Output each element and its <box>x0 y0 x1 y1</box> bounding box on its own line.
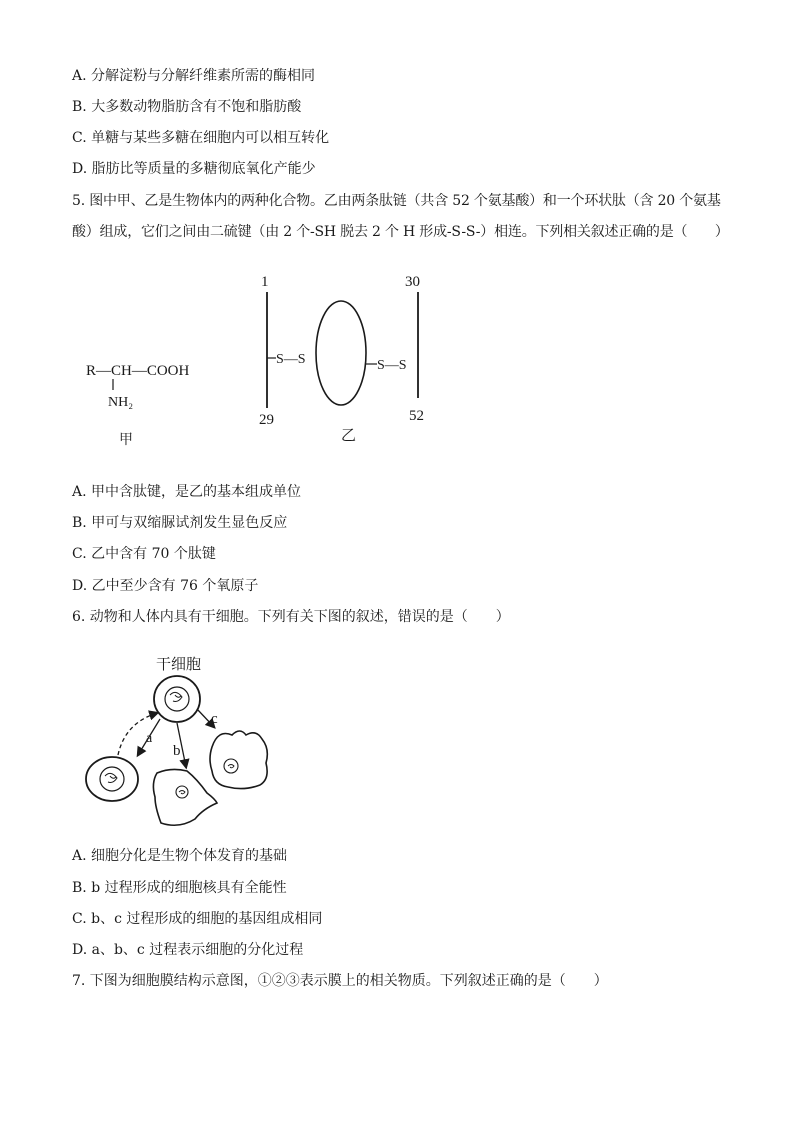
label-a: a <box>146 731 153 746</box>
label-jia: 甲 <box>119 433 133 448</box>
disulfide-bond-left: S—S <box>276 352 306 367</box>
q6-option-d: D. a、b、c 过程表示细胞的分化过程 <box>72 942 304 958</box>
q5-figure <box>0 260 794 460</box>
disulfide-bond-right: S—S <box>377 358 407 373</box>
differentiated-cell-c <box>210 731 267 789</box>
q6-option-b: B. b 过程形成的细胞核具有全能性 <box>72 880 287 896</box>
q5-option-a: A. 甲中含肽键，是乙的基本组成单位 <box>72 484 302 500</box>
q5-stem-line1: 5. 图中甲、乙是生物体内的两种化合物。乙由两条肽链（共含 52 个氨基酸）和一个环状肽（含 20 个氨基 <box>72 193 721 209</box>
label-c: c <box>211 711 218 727</box>
q4-option-a: A. 分解淀粉与分解纤维素所需的酶相同 <box>72 68 316 84</box>
differentiated-cell-b <box>153 769 217 825</box>
q4-option-b: B. 大多数动物脂肪含有不饱和脂肪酸 <box>72 99 302 115</box>
q7-stem: 7. 下图为细胞膜结构示意图，①②③表示膜上的相关物质。下列叙述正确的是（ ） <box>72 973 608 989</box>
amino-acid-formula: R—CH—COOH <box>86 363 190 379</box>
label-b: b <box>173 743 181 759</box>
chain2-end-number: 52 <box>409 408 424 424</box>
q5-stem-line2: 酸）组成，它们之间由二硫键（由 2 个-SH 脱去 2 个 H 形成-S-S-）相连。下列相关叙述正确的是（ ） <box>72 224 729 240</box>
chain2-start-number: 30 <box>405 274 420 290</box>
q6-figure <box>0 645 794 845</box>
q5-option-b: B. 甲可与双缩脲试剂发生显色反应 <box>72 515 288 531</box>
q4-option-c: C. 单糖与某些多糖在细胞内可以相互转化 <box>72 130 330 146</box>
chain1-start-number: 1 <box>261 274 269 290</box>
q6-option-a: A. 细胞分化是生物个体发育的基础 <box>72 848 288 864</box>
q5-option-c: C. 乙中含有 70 个肽键 <box>72 546 216 562</box>
daughter-stem-cell <box>86 757 138 801</box>
q6-option-c: C. b、c 过程形成的细胞的基因组成相同 <box>72 911 323 927</box>
amino-group-label: NH₂ <box>108 395 134 410</box>
q6-stem: 6. 动物和人体内具有干细胞。下列有关下图的叙述，错误的是（ ） <box>72 609 510 625</box>
stem-cell <box>154 676 200 722</box>
ring-peptide <box>316 301 366 405</box>
q4-option-d: D. 脂肪比等质量的多糖彻底氧化产能少 <box>72 161 316 177</box>
q5-option-d: D. 乙中至少含有 76 个氧原子 <box>72 578 259 594</box>
label-yi: 乙 <box>341 428 357 444</box>
chain1-end-number: 29 <box>259 412 274 428</box>
stem-cell-title: 干细胞 <box>156 657 202 673</box>
